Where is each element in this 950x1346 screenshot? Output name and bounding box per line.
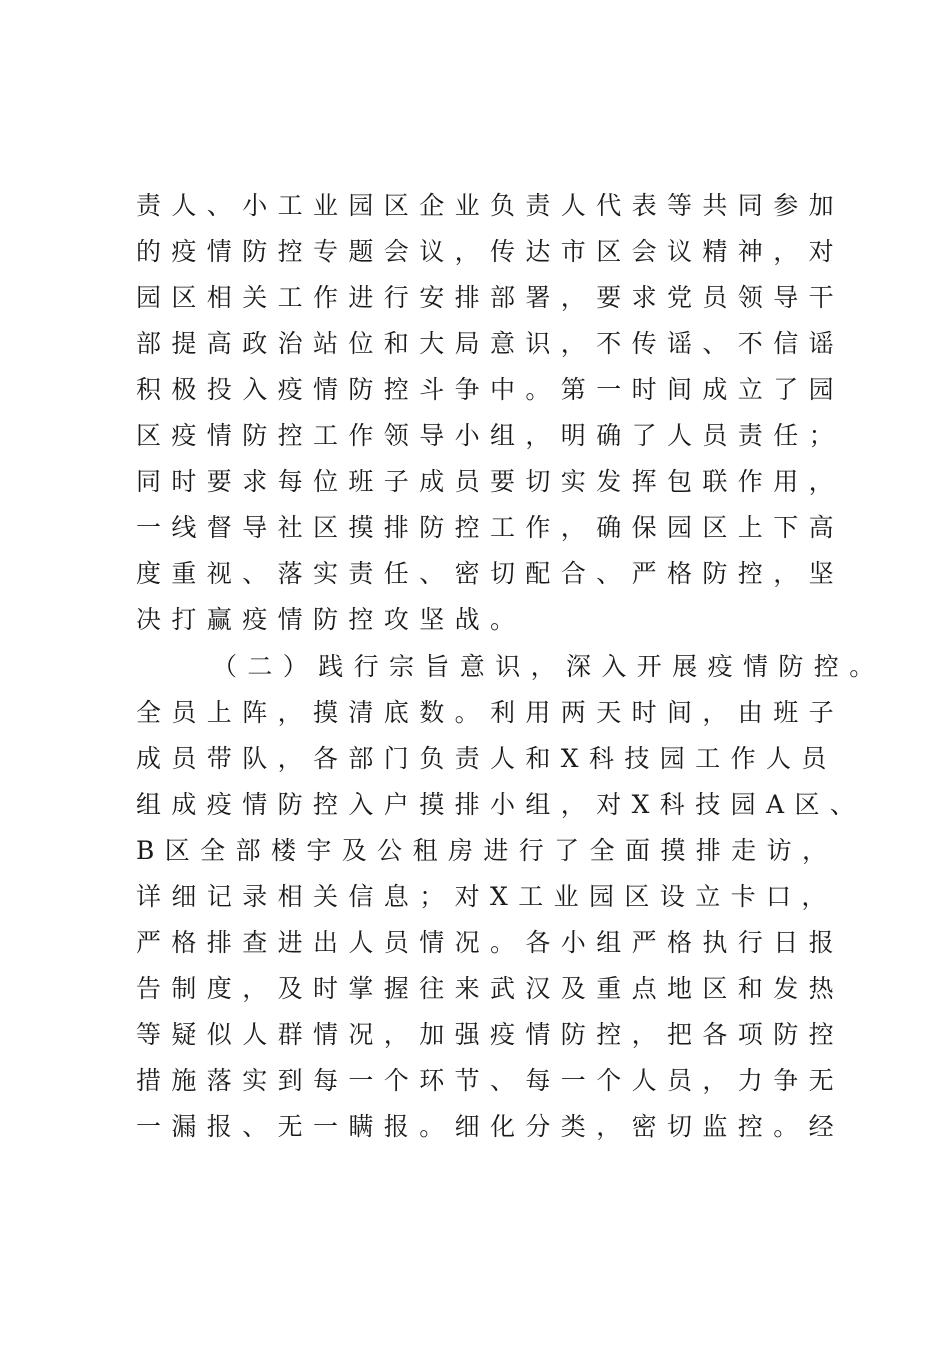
text-line: 的疫情防控专题会议，传达市区会议精神，对 bbox=[136, 237, 845, 266]
text-line: 等疑似人群情况，加强疫情防控，把各项防控 bbox=[136, 1020, 845, 1049]
text-line: 同时要求每位班子成员要切实发挥包联作用， bbox=[136, 467, 845, 496]
text-line: 部提高政治站位和大局意识，不传谣、不信谣 bbox=[136, 329, 845, 358]
text-line: 度重视、落实责任、密切配合、严格防控，坚 bbox=[136, 559, 845, 588]
text-line: 告制度，及时掌握往来武汉及重点地区和发热 bbox=[136, 974, 845, 1003]
section-heading-line: （二）践行宗旨意识，深入开展疫情防控。 bbox=[212, 652, 885, 681]
text-line: 一线督导社区摸排防控工作，确保园区上下高 bbox=[136, 513, 845, 542]
text-line: 严格排查进出人员情况。各小组严格执行日报 bbox=[136, 928, 845, 957]
text-line: 详细记录相关信息；对X工业园区设立卡口， bbox=[136, 882, 837, 911]
text-line: 区疫情防控工作领导小组，明确了人员责任； bbox=[136, 421, 845, 450]
text-line: 成员带队，各部门负责人和X科技园工作人员 bbox=[136, 744, 837, 773]
text-line: 全员上阵，摸清底数。利用两天时间，由班子 bbox=[136, 698, 845, 727]
text-line: 组成疫情防控入户摸排小组，对X科技园A区、 bbox=[136, 790, 866, 819]
text-line: 责人、小工业园区企业负责人代表等共同参加 bbox=[136, 191, 845, 220]
text-line: 园区相关工作进行安排部署，要求党员领导干 bbox=[136, 283, 845, 312]
text-line: 决打赢疫情防控攻坚战。 bbox=[136, 605, 526, 634]
text-line: 积极投入疫情防控斗争中。第一时间成立了园 bbox=[136, 375, 845, 404]
text-line: B区全部楼宇及公租房进行了全面摸排走访， bbox=[136, 836, 838, 865]
text-line: 措施落实到每一个环节、每一个人员，力争无 bbox=[136, 1066, 845, 1095]
text-line: 一漏报、无一瞒报。细化分类，密切监控。经 bbox=[136, 1112, 845, 1141]
